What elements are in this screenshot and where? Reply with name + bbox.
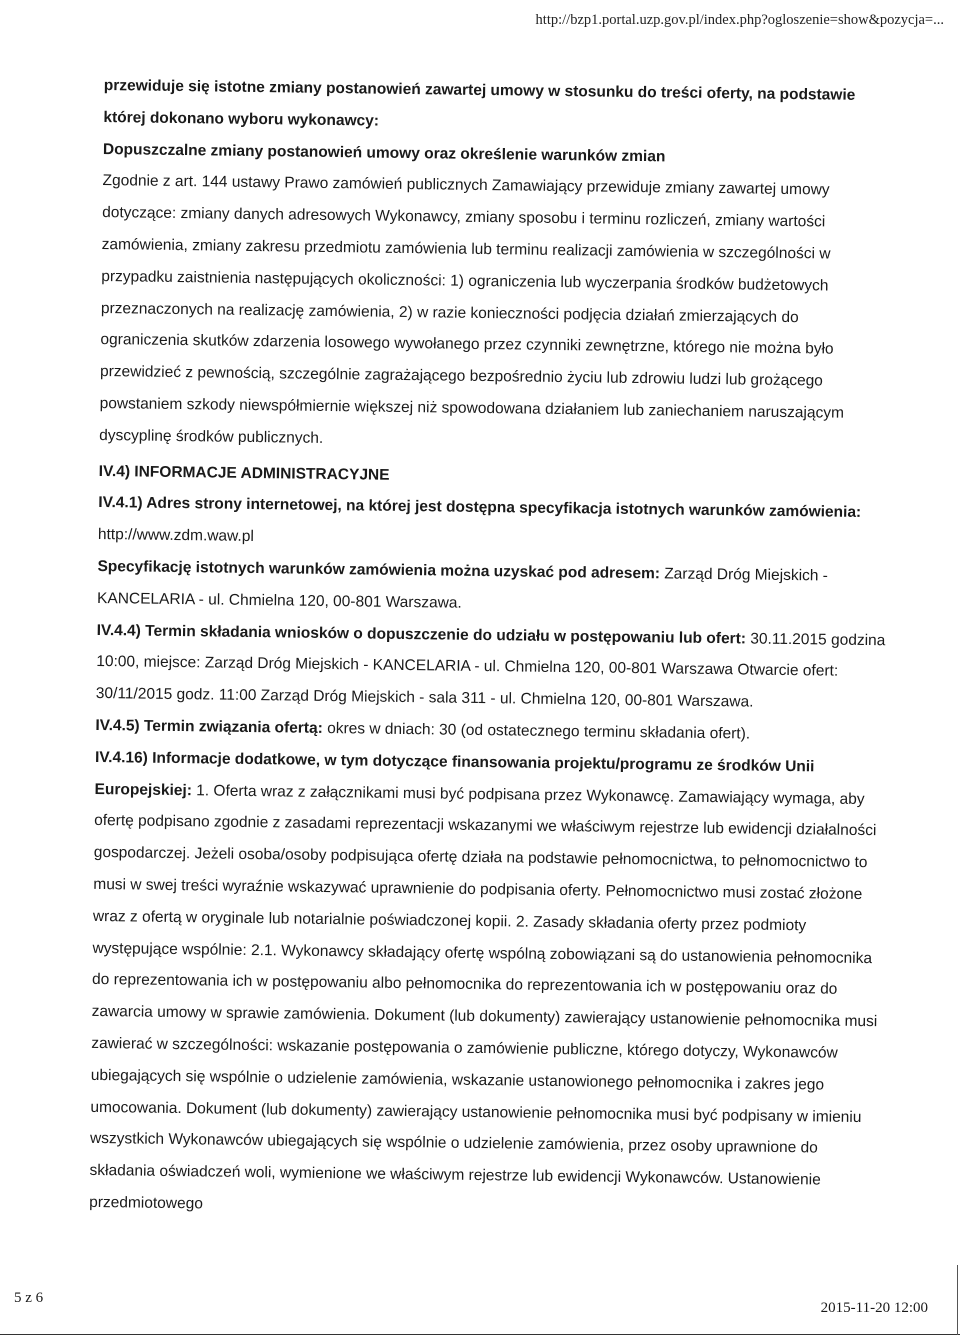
binding-period-label: IV.4.5) Termin związania ofertą: xyxy=(95,716,323,737)
scan-edge-line xyxy=(0,1334,960,1335)
additional-info xyxy=(89,742,885,1229)
page-number: 5 z 6 xyxy=(14,1290,44,1306)
print-datetime: 2015-11-20 12:00 xyxy=(820,1300,928,1316)
binding-period-value: okres w dniach: 30 (od ostatecznego terminu składania ofert). xyxy=(327,719,751,743)
submission-deadline-label: IV.4.4) Termin składania wniosków o dopuszczenie do udziału w postępowaniu lub ofert: xyxy=(96,621,747,647)
additional-info-value: 1. Oferta wraz z załącznikami musi być podpisana przez Wykonawcę. Zamawiający wymaga, aby ofertę podpisano zgodnie z zasadami reprezentacji wskazanymi we właściwym rejestrze lub ewidencji działalności gospodarczej. Jeżeli osoba/osoby podpisująca ofertę działa na podstawie pełnomocnictwa, to pełnomocnictwo to musi w swej treści wyraźnie wskazywać uprawnienie do podpisania oferty. Pełnomocnictwo musi zostać złożone wraz z ofertą w oryginale lub notarialnie poświadczonej kopii. 2. Zasady składania oferty przez podmioty występujące wspólnie: 2.1. Wykonawcy składający ofertę wspólną zobowiązani są do ustanowienia pełnomocnika do reprezentowania ich w postępowaniu albo pełnomocnika do reprezentowania ich w postępowaniu oraz do zawarcia umowy w sprawie zamówienia. Dokument (lub dokumenty) zawierający ustanowienie pełnomocnika musi zawierać w szczególności: wskazanie postępowania o zamówienie publiczne, którego dotyczy, Wykonawców ubiegających się wspólnie o udzielenie zamówienia, wskazanie ustanowionego pełnomocnika i zakres jego umocowania. Dokument (lub dokumenty) zawierający ustanowienie pełnomocnika musi być podpisany w imieniu wszystkich Wykonawców ubiegających się wspólnie o udzielenie zamówienia, przez osoby uprawnione do składania oświadczeń woli, wymienione we właściwym rejestrze lub ewidencji Wykonawców. Ustanowienie przedmiotowego xyxy=(89,781,878,1213)
submission-deadline xyxy=(96,615,887,721)
document-body xyxy=(89,70,894,1229)
changes-description: Zgodnie z art. 144 ustawy Prawo zamówień publicznych Zamawiający przewiduje zmiany zawartej umowy dotyczące: zmiany danych adresowych Wykonawcy, zmiany sposobu i terminu rozliczeń, zmiany wartości zamówienia, zmiany zakresu przedmiotu zamówienia lub terminu realizacji zamówienia w szczególności w przypadku zaistnienia następujących okoliczności: 1) ograniczenia lub wyczerpania środków budżetowych przeznaczonych na realizację zamówienia, 2) w razie konieczności podjęcia działań zmierzających do ograniczenia skutków zdarzenia losowego wywołanego przez czynniki zewnętrzne, którego nie można było przewidzieć z pewnością, szczególnie zagrażającego bezpośrednio życiu lub zdrowiu ludzi lub grożącego powstaniem szkody niewspółmiernie większej niż spowodowana działaniem lub zaniechaniem naruszającym dyscyplinę środków publicznych. xyxy=(99,172,845,447)
section-heading-iv4-text: IV.4) INFORMACJE ADMINISTRACYJNE xyxy=(98,462,390,484)
page-url-header: http://bzp1.portal.uzp.gov.pl/index.php?ogloszenie=show&pozycja=... xyxy=(535,12,944,28)
additional-info-label: IV.4.16) Informacje dodatkowe, w tym dotyczące finansowania projektu/programu ze środków Unii Europejskiej: xyxy=(94,748,815,799)
scan-edge-line-right xyxy=(957,1265,958,1335)
changes-intro-text: przewiduje się istotne zmiany postanowień zawartej umowy w stosunku do treści oferty, na podstawie której dokonano wyboru wykonawcy: xyxy=(103,76,856,130)
specification-address xyxy=(97,551,888,625)
changes-intro xyxy=(103,70,894,144)
website-address-label: IV.4.1) Adres strony internetowej, na której jest dostępna specyfikacja istotnych warunków zamówienia: xyxy=(98,494,862,522)
specification-address-value: Zarząd Dróg Miejskich - KANCELARIA - ul. Chmielna 120, 00-801 Warszawa. xyxy=(96,565,829,612)
specification-address-label: Specyfikację istotnych warunków zamówienia można uzyskać pod adresem: xyxy=(97,557,661,583)
allowed-changes-heading-text: Dopuszczalne zmiany postanowień umowy oraz określenie warunków zmian xyxy=(102,140,666,165)
website-address xyxy=(98,487,889,561)
submission-deadline-value: 30.11.2015 godzina 10:00, miejsce: Zarząd Dróg Miejskich - KANCELARIA - ul. Chmielna 120, 00-801 Warszawa Otwarcie ofert: 30/11/2015 godz. 11:00 Zarząd Dróg Miejskich - sala 311 - ul. Chmielna 120, 00-801 Warszawa. xyxy=(95,630,886,711)
website-address-link[interactable]: http://www.zdm.waw.pl xyxy=(97,526,254,546)
